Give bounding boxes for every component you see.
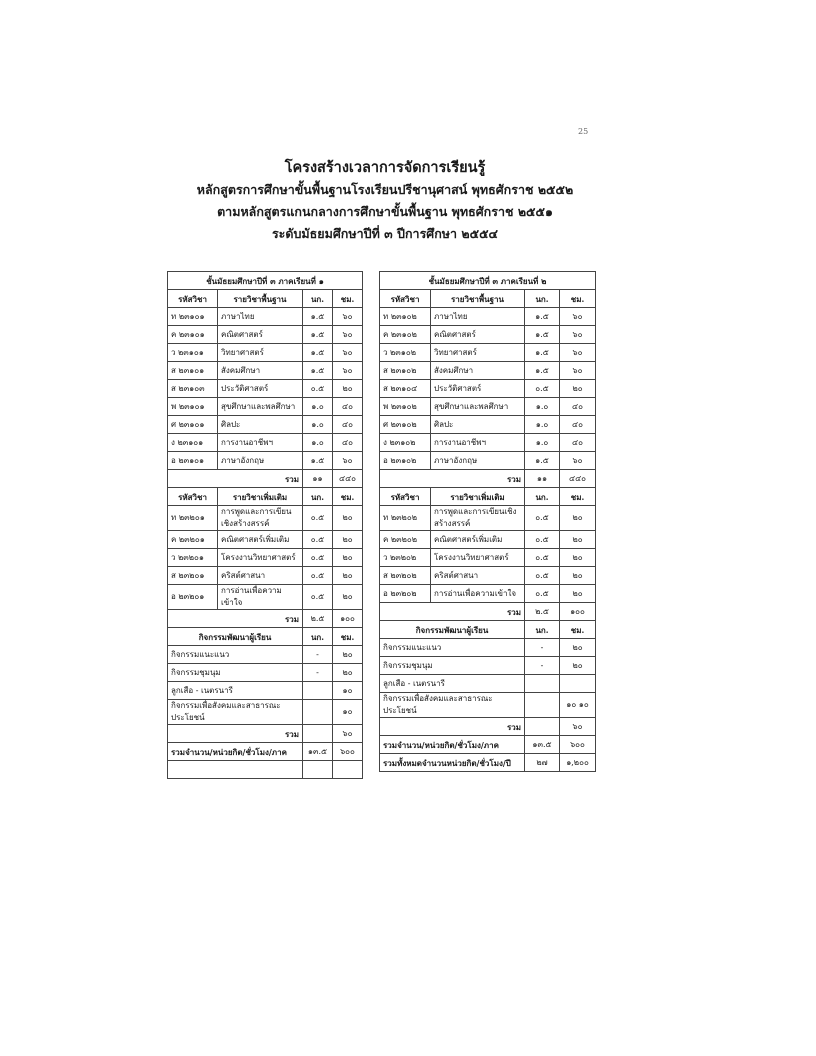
activity-name: ลูกเสือ - เนตรนารี	[168, 682, 303, 700]
credit-header: นก.	[525, 488, 560, 506]
subject-hours: ๒๐	[333, 585, 363, 610]
subject-code: ส ๒๓๑๐๓	[168, 380, 218, 398]
subject-credit: ๑.๕	[303, 308, 333, 326]
table-row	[168, 567, 363, 585]
total-label: รวม	[168, 470, 303, 488]
subject-code: อ ๒๓๒๐๒	[380, 585, 431, 603]
list-item	[168, 682, 363, 700]
hours-header: ชม.	[333, 628, 363, 646]
activity-name: กิจกรรมแนะแนว	[168, 646, 303, 664]
activity-hours	[560, 675, 596, 693]
subject-code: ค ๒๓๒๐๑	[168, 531, 218, 549]
table-row	[380, 567, 596, 585]
subject-hours: ๔๐	[560, 398, 596, 416]
summary-row	[380, 754, 596, 772]
subject-code: ว ๒๓๒๐๒	[380, 549, 431, 567]
subject-credit: ๑.๐	[525, 416, 560, 434]
subject-code: พ ๒๓๑๐๑	[168, 398, 218, 416]
curriculum-subtitle: หลักสูตรการศึกษาขั้นพื้นฐานโรงเรียนปรีชานุศาสน์ พุทธศักราช ๒๕๕๒	[196, 182, 574, 197]
activity-name: ลูกเสือ - เนตรนารี	[380, 675, 525, 693]
subject-name: ประวัติศาสตร์	[218, 380, 303, 398]
subject-code: ส ๒๓๑๐๔	[380, 380, 431, 398]
summary-credit: ๑๓.๕	[303, 743, 333, 761]
grade-level-subtitle: ระดับมัธยมศึกษาปีที่ ๓ ปีการศึกษา ๒๕๕๔	[271, 226, 499, 241]
table-row	[168, 326, 363, 344]
summary-label: รวมจำนวน/หน่วยกิต/ชั่วโมง/ภาค	[168, 743, 303, 761]
subject-credit: ๐.๕	[303, 531, 333, 549]
subject-credit: ๑.๕	[303, 452, 333, 470]
table-row	[380, 398, 596, 416]
code-header: รหัสวิชา	[168, 488, 218, 506]
page-number: 25	[578, 127, 589, 136]
total-label: รวม	[168, 610, 303, 628]
summary-credit: ๑๓.๕	[525, 736, 560, 754]
subject-code: ว ๒๓๑๐๑	[168, 344, 218, 362]
table-row	[380, 531, 596, 549]
subject-code: ส ๒๓๒๐๑	[168, 567, 218, 585]
total-hours: ๔๔๐	[333, 470, 363, 488]
summary-hours: ๑,๒๐๐	[560, 754, 596, 772]
activity-total-row	[168, 725, 363, 743]
table-row	[168, 585, 363, 610]
list-item	[380, 639, 596, 657]
subject-code: ค ๒๓๑๐๒	[380, 326, 431, 344]
subject-hours: ๖๐	[560, 326, 596, 344]
subject-hours: ๖๐	[560, 362, 596, 380]
core-curriculum-subtitle: ตามหลักสูตรแกนกลางการศึกษาขั้นพื้นฐาน พุทธศักราช ๒๕๕๑	[217, 204, 553, 219]
total-label: รวม	[380, 470, 525, 488]
subject-code: ศ ๒๓๑๐๑	[168, 416, 218, 434]
code-header: รหัสวิชา	[380, 290, 431, 308]
activity-credit: -	[525, 639, 560, 657]
list-item	[168, 700, 363, 725]
subject-name: สังคมศึกษา	[218, 362, 303, 380]
hours-header: ชม.	[560, 621, 596, 639]
summary-label	[168, 761, 303, 779]
subject-name: โครงงานวิทยาศาสตร์	[218, 549, 303, 567]
subject-credit: ๑.๐	[525, 434, 560, 452]
subject-credit: ๑.๕	[525, 452, 560, 470]
subject-name: โครงงานวิทยาศาสตร์	[431, 549, 525, 567]
activity-hours: ๒๐	[560, 657, 596, 675]
subject-hours: ๔๐	[333, 416, 363, 434]
subject-header: รายวิชาเพิ่มเติม	[218, 488, 303, 506]
subject-name: คณิตศาสตร์เพิ่มเติม	[431, 531, 525, 549]
table-row	[168, 506, 363, 531]
activity-name: กิจกรรมแนะแนว	[380, 639, 525, 657]
subject-header: รายวิชาเพิ่มเติม	[431, 488, 525, 506]
activity-credit: -	[303, 664, 333, 682]
table-row	[380, 585, 596, 603]
total-credit: ๑๑	[303, 470, 333, 488]
credit-header: นก.	[525, 290, 560, 308]
subject-hours: ๒๐	[560, 549, 596, 567]
subject-credit: ๐.๕	[303, 567, 333, 585]
table-row	[380, 326, 596, 344]
subject-credit: ๑.๕	[525, 362, 560, 380]
subject-code: ง ๒๓๑๐๒	[380, 434, 431, 452]
credit-header: นก.	[303, 290, 333, 308]
subject-name: ภาษาไทย	[431, 308, 525, 326]
total-hours: ๑๐๐	[333, 610, 363, 628]
subject-code: ว ๒๓๒๐๑	[168, 549, 218, 567]
list-item	[168, 646, 363, 664]
subject-hours: ๒๐	[333, 567, 363, 585]
activity-credit	[525, 693, 560, 718]
activity-credit	[303, 682, 333, 700]
table-row	[168, 380, 363, 398]
total-credit: ๒.๕	[303, 610, 333, 628]
activity-hours: ๑๐	[333, 700, 363, 725]
semester-heading-row	[380, 272, 596, 290]
summary-row	[168, 743, 363, 761]
table-row	[380, 344, 596, 362]
table-row	[168, 398, 363, 416]
subject-name: ศิลปะ	[431, 416, 525, 434]
subject-credit: ๑.๕	[525, 308, 560, 326]
subject-name: คริสต์ศาสนา	[218, 567, 303, 585]
hours-header: ชม.	[333, 290, 363, 308]
table-row	[168, 344, 363, 362]
subject-code: ง ๒๓๑๐๑	[168, 434, 218, 452]
activity-header: กิจกรรมพัฒนาผู้เรียน	[168, 628, 303, 646]
code-header: รหัสวิชา	[380, 488, 431, 506]
subject-credit: ๐.๕	[303, 549, 333, 567]
subject-hours: ๖๐	[560, 308, 596, 326]
summary-credit: ๒๗	[525, 754, 560, 772]
subject-name: ภาษาอังกฤษ	[431, 452, 525, 470]
hours-header: ชม.	[560, 290, 596, 308]
subject-name: ภาษาอังกฤษ	[218, 452, 303, 470]
total-label: รวม	[168, 725, 303, 743]
subject-name: การงานอาชีพฯ	[218, 434, 303, 452]
subject-hours: ๒๐	[333, 506, 363, 531]
activity-name: กิจกรรมเพื่อสังคมและสาธารณะประโยชน์	[168, 700, 303, 725]
subject-code: อ ๒๓๒๐๑	[168, 585, 218, 610]
subject-credit: ๑.๕	[525, 326, 560, 344]
summary-hours: ๖๐๐	[333, 743, 363, 761]
subject-hours: ๒๐	[333, 531, 363, 549]
total-hours: ๔๔๐	[560, 470, 596, 488]
code-header: รหัสวิชา	[168, 290, 218, 308]
subject-code: ศ ๒๓๑๐๒	[380, 416, 431, 434]
subject-hours: ๖๐	[560, 452, 596, 470]
subject-credit: ๑.๕	[303, 344, 333, 362]
subject-code: ส ๒๓๑๐๑	[168, 362, 218, 380]
activity-credit: -	[303, 646, 333, 664]
list-item	[380, 657, 596, 675]
subject-hours: ๒๐	[560, 531, 596, 549]
total-hours: ๑๐๐	[560, 603, 596, 621]
summary-credit	[303, 761, 333, 779]
activity-hours: ๒๐	[560, 639, 596, 657]
subject-credit: ๐.๕	[525, 506, 560, 531]
subject-credit: ๑.๐	[303, 416, 333, 434]
hours-header: ชม.	[333, 488, 363, 506]
subject-name: คณิตศาสตร์เพิ่มเติม	[218, 531, 303, 549]
activity-header: กิจกรรมพัฒนาผู้เรียน	[380, 621, 525, 639]
total-credit: ๒.๕	[525, 603, 560, 621]
summary-label: รวมจำนวน/หน่วยกิต/ชั่วโมง/ภาค	[380, 736, 525, 754]
list-item	[168, 664, 363, 682]
subject-name: การงานอาชีพฯ	[431, 434, 525, 452]
extra-header-row	[168, 488, 363, 506]
credit-header: นก.	[525, 621, 560, 639]
table-row	[168, 434, 363, 452]
total-credit: ๑๑	[525, 470, 560, 488]
core-header-row	[168, 290, 363, 308]
subject-name: ภาษาไทย	[218, 308, 303, 326]
subject-credit: ๑.๐	[303, 434, 333, 452]
subject-credit: ๐.๕	[525, 549, 560, 567]
subject-hours: ๖๐	[333, 362, 363, 380]
credit-header: นก.	[303, 628, 333, 646]
subject-code: พ ๒๓๑๐๒	[380, 398, 431, 416]
subject-hours: ๖๐	[560, 344, 596, 362]
table-row	[168, 531, 363, 549]
table-row	[380, 549, 596, 567]
activity-total-row	[380, 718, 596, 736]
table-row	[168, 308, 363, 326]
subject-name: สุขศึกษาและพลศึกษา	[431, 398, 525, 416]
table-row	[380, 362, 596, 380]
summary-hours: ๖๐๐	[560, 736, 596, 754]
subject-name: คณิตศาสตร์	[431, 326, 525, 344]
total-credit	[303, 725, 333, 743]
core-total-row	[380, 470, 596, 488]
activity-header-row	[168, 628, 363, 646]
table-row	[380, 416, 596, 434]
subject-code: อ ๒๓๑๐๒	[380, 452, 431, 470]
activity-hours: ๒๐	[333, 664, 363, 682]
subject-code: ค ๒๓๑๐๑	[168, 326, 218, 344]
subject-name: สังคมศึกษา	[431, 362, 525, 380]
subject-code: ว ๒๓๑๐๒	[380, 344, 431, 362]
subject-code: ส ๒๓๑๐๒	[380, 362, 431, 380]
subject-credit: ๐.๕	[303, 506, 333, 531]
subject-hours: ๒๐	[560, 506, 596, 531]
subject-name: วิทยาศาสตร์	[431, 344, 525, 362]
subject-code: ท ๒๓๑๐๒	[380, 308, 431, 326]
subject-name: การอ่านเพื่อความเข้าใจ	[431, 585, 525, 603]
subject-hours: ๖๐	[333, 326, 363, 344]
activity-name: กิจกรรมชุมนุม	[168, 664, 303, 682]
subject-code: ท ๒๓๒๐๒	[380, 506, 431, 531]
subject-header: รายวิชาพื้นฐาน	[431, 290, 525, 308]
table-row	[168, 452, 363, 470]
subject-name: การพูดและการเขียนเชิงสร้างสรรค์	[431, 506, 525, 531]
activity-hours: ๑๐	[333, 682, 363, 700]
subject-hours: ๖๐	[333, 344, 363, 362]
subject-credit: ๐.๕	[525, 531, 560, 549]
subject-name: คริสต์ศาสนา	[431, 567, 525, 585]
core-total-row	[168, 470, 363, 488]
total-label: รวม	[380, 718, 525, 736]
activity-name: กิจกรรมชุมนุม	[380, 657, 525, 675]
subject-code: ท ๒๓๑๐๑	[168, 308, 218, 326]
subject-name: การอ่านเพื่อความเข้าใจ	[218, 585, 303, 610]
total-hours: ๖๐	[560, 718, 596, 736]
subject-hours: ๒๐	[560, 585, 596, 603]
subject-credit: ๐.๕	[525, 567, 560, 585]
subject-name: วิทยาศาสตร์	[218, 344, 303, 362]
subject-code: ส ๒๓๒๐๒	[380, 567, 431, 585]
semester-heading: ชั้นมัธยมศึกษาปีที่ ๓ ภาคเรียนที่ ๒	[380, 272, 596, 290]
activity-header-row	[380, 621, 596, 639]
subject-hours: ๔๐	[560, 434, 596, 452]
activity-credit	[303, 700, 333, 725]
table-row	[168, 416, 363, 434]
table-row	[380, 452, 596, 470]
subject-credit: ๑.๐	[303, 398, 333, 416]
subject-hours: ๖๐	[333, 308, 363, 326]
semester-1-table	[167, 271, 363, 779]
title-block	[150, 157, 620, 245]
total-credit	[525, 718, 560, 736]
semester-heading: ชั้นมัธยมศึกษาปีที่ ๓ ภาคเรียนที่ ๑	[168, 272, 363, 290]
subject-name: การพูดและการเขียนเชิงสร้างสรรค์	[218, 506, 303, 531]
list-item	[380, 693, 596, 718]
subject-credit: ๐.๕	[525, 585, 560, 603]
semester-heading-row	[168, 272, 363, 290]
subject-header: รายวิชาพื้นฐาน	[218, 290, 303, 308]
table-row	[168, 549, 363, 567]
activity-credit	[525, 675, 560, 693]
subject-credit: ๑.๐	[525, 398, 560, 416]
table-row	[380, 506, 596, 531]
semester-2-table	[379, 271, 596, 772]
subject-credit: ๐.๕	[525, 380, 560, 398]
activity-hours: ๒๐	[333, 646, 363, 664]
subject-hours: ๒๐	[560, 380, 596, 398]
subject-credit: ๐.๕	[303, 585, 333, 610]
extra-total-row	[168, 610, 363, 628]
summary-hours	[333, 761, 363, 779]
subject-hours: ๔๐	[333, 398, 363, 416]
subject-name: สุขศึกษาและพลศึกษา	[218, 398, 303, 416]
subject-credit: ๐.๕	[303, 380, 333, 398]
subject-code: อ ๒๓๑๐๑	[168, 452, 218, 470]
subject-hours: ๔๐	[333, 434, 363, 452]
core-header-row	[380, 290, 596, 308]
summary-row	[380, 736, 596, 754]
subject-hours: ๔๐	[560, 416, 596, 434]
subject-credit: ๑.๕	[303, 362, 333, 380]
activity-hours: ๑๐ ๑๐	[560, 693, 596, 718]
table-row	[380, 434, 596, 452]
activity-credit: -	[525, 657, 560, 675]
subject-credit: ๑.๕	[525, 344, 560, 362]
list-item	[380, 675, 596, 693]
subject-code: ท ๒๓๒๐๑	[168, 506, 218, 531]
subject-hours: ๖๐	[333, 452, 363, 470]
subject-hours: ๒๐	[333, 380, 363, 398]
subject-hours: ๒๐	[333, 549, 363, 567]
activity-name: กิจกรรมเพื่อสังคมและสาธารณะประโยชน์	[380, 693, 525, 718]
subject-code: ค ๒๓๒๐๒	[380, 531, 431, 549]
table-row	[168, 362, 363, 380]
subject-name: คณิตศาสตร์	[218, 326, 303, 344]
extra-header-row	[380, 488, 596, 506]
table-row	[380, 308, 596, 326]
subject-name: ศิลปะ	[218, 416, 303, 434]
hours-header: ชม.	[560, 488, 596, 506]
total-hours: ๖๐	[333, 725, 363, 743]
extra-total-row	[380, 603, 596, 621]
summary-label: รวมทั้งหมดจำนวนหน่วยกิต/ชั่วโมง/ปี	[380, 754, 525, 772]
subject-name: ประวัติศาสตร์	[431, 380, 525, 398]
total-label: รวม	[380, 603, 525, 621]
summary-row	[168, 761, 363, 779]
subject-hours: ๒๐	[560, 567, 596, 585]
table-row	[380, 380, 596, 398]
credit-header: นก.	[303, 488, 333, 506]
document-title: โครงสร้างเวลาการจัดการเรียนรู้	[284, 159, 486, 176]
subject-credit: ๑.๕	[303, 326, 333, 344]
